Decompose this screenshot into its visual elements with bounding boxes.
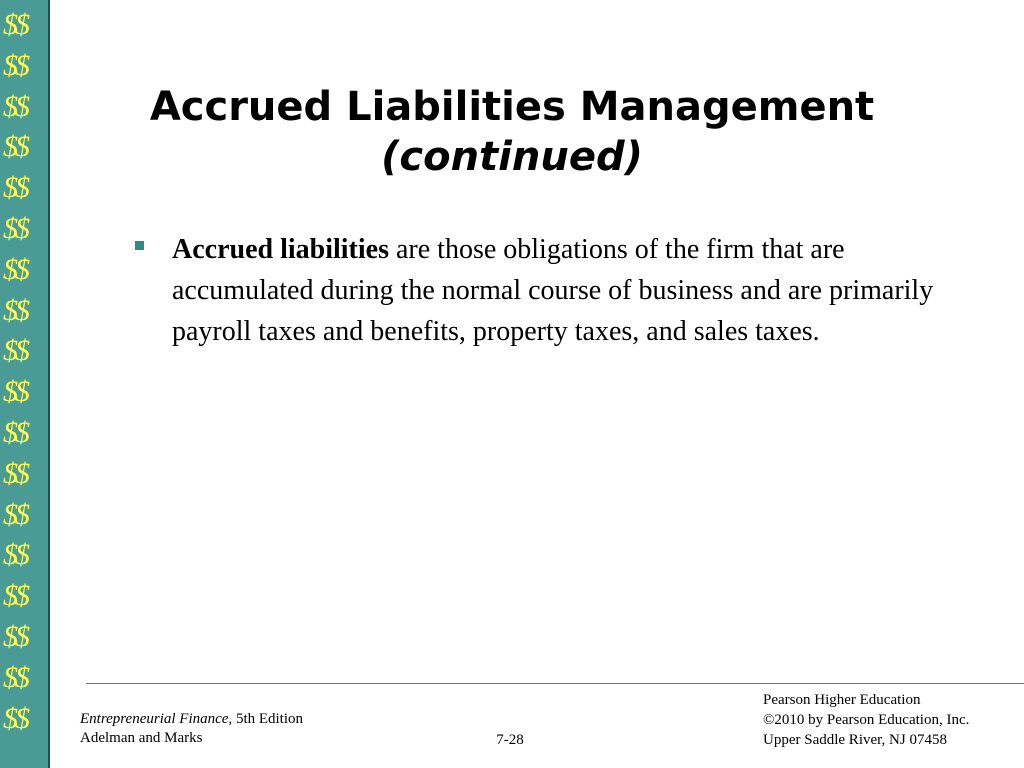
footer-publisher [763, 690, 969, 750]
dollar-sign-icon: $$ [3, 48, 27, 82]
dollar-sign-icon: $$ [3, 660, 27, 694]
footer-page-number: 7-28 [496, 732, 524, 748]
footer-authors: Adelman and Marks [80, 730, 203, 746]
dollar-sign-strip [0, 0, 50, 768]
title-line-main: Accrued Liabilities Management [149, 84, 875, 130]
dollar-sign-icon: $$ [3, 701, 27, 735]
dollar-sign-icon: $$ [3, 252, 27, 286]
dollar-sign-icon: $$ [3, 579, 27, 613]
bullet-item [172, 229, 972, 352]
dollar-sign-icon: $$ [3, 456, 27, 490]
dollar-sign-icon: $$ [3, 538, 27, 572]
dollar-sign-icon: $$ [3, 416, 27, 449]
footer-divider [86, 683, 1024, 684]
footer-book-info [80, 710, 303, 748]
footer-publisher-line: Upper Saddle River, NJ 07458 [763, 732, 947, 748]
slide-title [60, 82, 964, 182]
dollar-sign-icon: $$ [3, 212, 27, 245]
bullet-description: are those obligations of the firm that are accumulated during the normal course of business and are primarily payroll taxes and benefits, property taxes, and sales taxes. [172, 234, 934, 347]
square-bullet-icon [135, 241, 144, 250]
footer-publisher-line: Pearson Higher Education [763, 692, 921, 708]
footer-book-title: Entrepreneurial Finance, [80, 711, 233, 727]
dollar-sign-icon: $$ [3, 375, 27, 409]
dollar-sign-icon: $$ [3, 89, 27, 123]
title-line-continued: (continued) [381, 134, 643, 180]
bullet-term: Accrued liabilities [172, 234, 389, 265]
dollar-sign-icon: $$ [3, 8, 27, 41]
dollar-sign-icon: $$ [3, 334, 27, 368]
dollar-sign-icon: $$ [3, 293, 27, 327]
dollar-sign-icon: $$ [3, 130, 27, 164]
dollar-sign-icon: $$ [3, 620, 27, 653]
footer-edition: 5th Edition [232, 711, 304, 727]
footer-publisher-line: ©2010 by Pearson Education, Inc. [763, 712, 970, 728]
dollar-sign-icon: $$ [3, 171, 27, 205]
dollar-sign-icon: $$ [3, 497, 27, 531]
